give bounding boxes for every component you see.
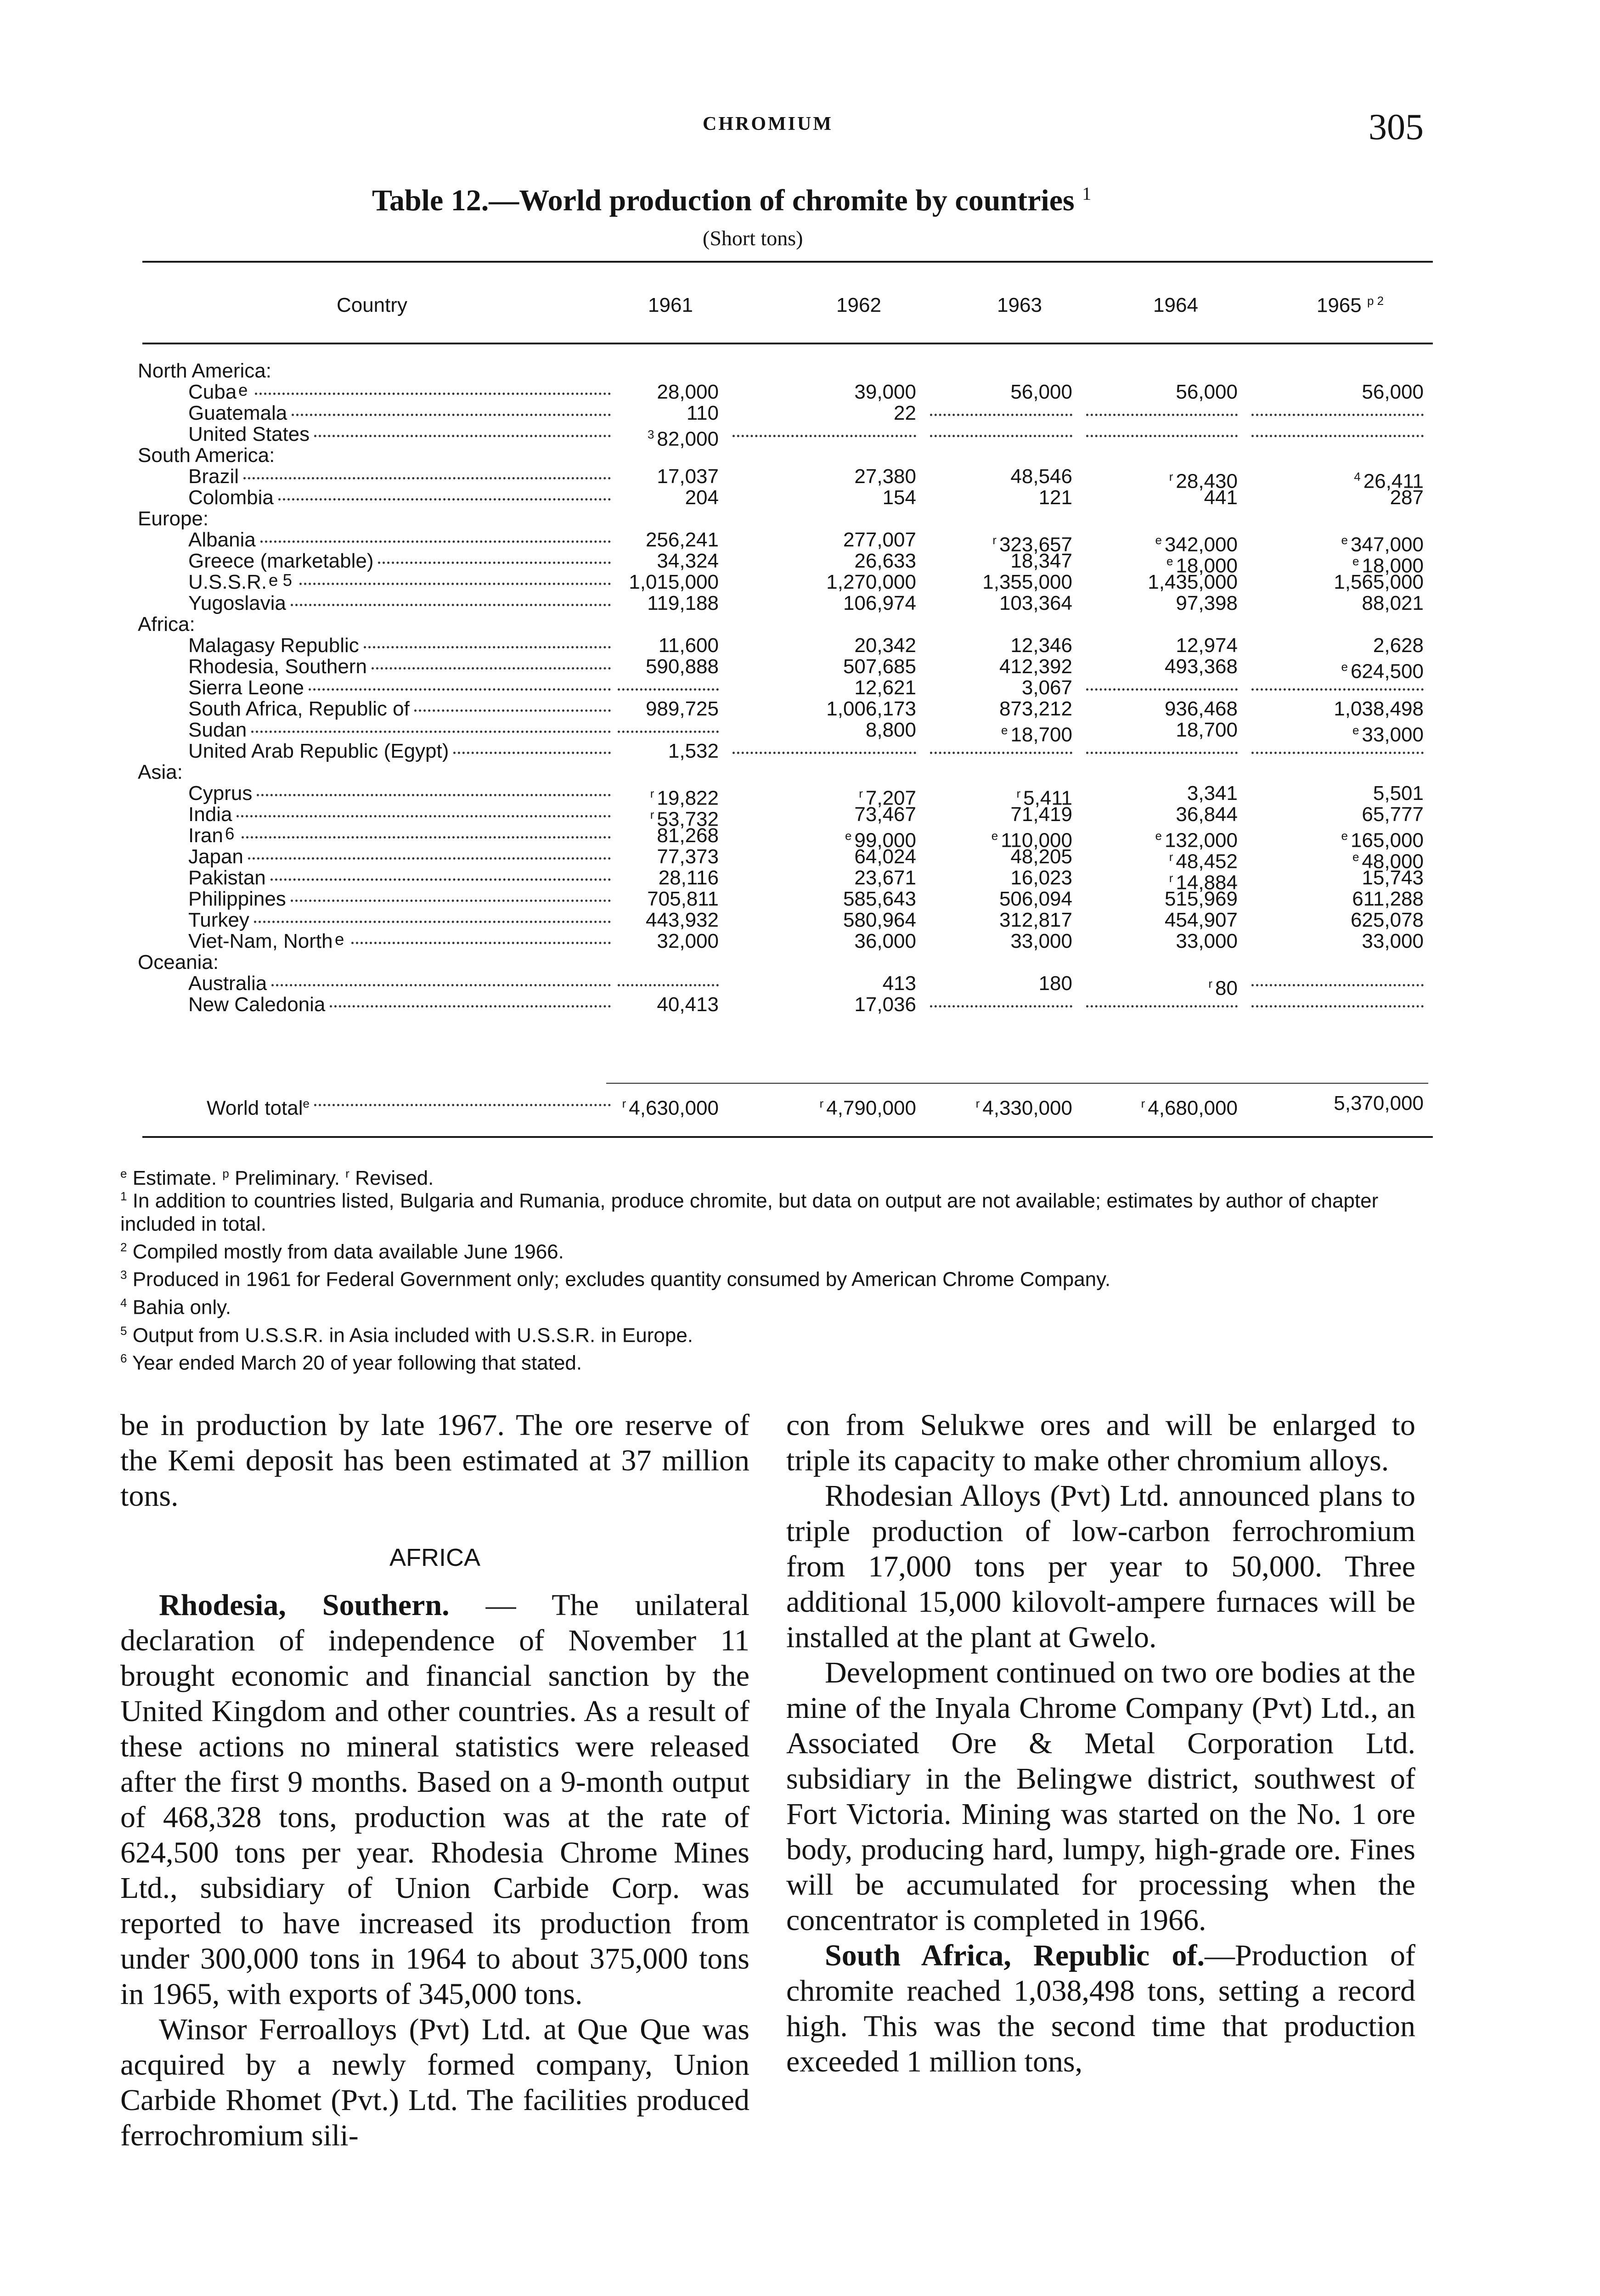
table-cell: 16,023 — [1010, 867, 1072, 889]
table-cell: 33,000 — [1362, 930, 1424, 952]
table-cell: $^r$ 323,657 — [992, 533, 1072, 556]
country-label: New Caledonia — [188, 993, 326, 1016]
table-cell: 56,000 — [1176, 381, 1238, 403]
table-row — [0, 403, 1600, 424]
table-cell: $^e$ 342,000 — [1155, 533, 1238, 556]
leader-dots — [271, 984, 611, 986]
section-heading-africa: AFRICA — [389, 1544, 481, 1571]
total-cell: $^r$ 4,330,000 — [975, 1097, 1072, 1120]
table-cell: $^r$ 19,822 — [650, 787, 719, 810]
empty-cell — [1086, 414, 1238, 416]
table-cell: 412,392 — [999, 655, 1072, 678]
table-row — [0, 698, 1600, 720]
table-cell: 28,000 — [657, 381, 719, 403]
empty-cell — [1251, 752, 1424, 754]
table-cell: 936,468 — [1164, 698, 1238, 720]
table-cell: 121 — [1038, 486, 1072, 509]
table-cell: $^e$ 347,000 — [1341, 533, 1424, 556]
table-cell: 989,725 — [645, 698, 719, 720]
footnote-3: $^3$ Produced in 1961 for Federal Government only; excludes quantity consumed by American Chrome Company. — [120, 1268, 1111, 1291]
table-row — [0, 845, 1600, 873]
table-cell: $^e$ 33,000 — [1352, 723, 1424, 746]
table-cell: 12,974 — [1176, 634, 1238, 657]
empty-cell — [1086, 752, 1238, 754]
leader-dots — [291, 604, 611, 606]
total-cell: $^r$ 4,630,000 — [622, 1097, 719, 1120]
running-head: CHROMIUM — [703, 113, 833, 135]
south-africa-paragraph: South Africa, Republic of.—Production of chromite reached 1,038,498 tons, setting a record high. This was the second time that production exceeded 1 million tons, — [786, 1939, 1415, 2078]
table-row — [0, 487, 1600, 508]
cell-note: r — [622, 1097, 626, 1110]
table-cell: 5,501 — [1373, 782, 1424, 805]
cell-note: e — [1155, 533, 1162, 547]
table-cell: 3,341 — [1187, 782, 1238, 805]
region-label: Africa: — [138, 613, 195, 636]
leader-dots — [330, 1005, 611, 1007]
table-cell: 17,037 — [657, 465, 719, 488]
table-cell: $^e$ 132,000 — [1155, 829, 1238, 852]
country-label: Australia — [188, 972, 267, 995]
table-cell: $^e$ 18,000 — [1166, 554, 1238, 577]
table-cell: 36,844 — [1176, 803, 1238, 826]
table-row — [0, 382, 1600, 403]
country-label: United States — [188, 423, 310, 445]
table-cell: 443,932 — [645, 909, 719, 931]
region-label: Asia: — [138, 761, 183, 783]
total-cell: $^r$ 4,680,000 — [1141, 1097, 1238, 1120]
footnote-4: $^4$ Bahia only. — [120, 1295, 231, 1319]
table-bottom-rule — [142, 1136, 1433, 1138]
leader-dots — [309, 688, 611, 691]
table-cell: 32,000 — [657, 930, 719, 952]
table-cell: 12,346 — [1010, 634, 1072, 657]
cell-note: e — [1155, 829, 1162, 843]
leader-dots — [254, 921, 611, 923]
country-label: Philippines — [188, 888, 286, 910]
table-cell: 493,368 — [1164, 655, 1238, 678]
empty-cell — [618, 984, 719, 986]
table-row — [0, 910, 1600, 931]
table-cell: 22 — [894, 402, 916, 424]
cell-note: r — [1169, 871, 1173, 885]
empty-cell — [1251, 435, 1424, 437]
table-cell: 312,817 — [999, 909, 1072, 931]
table-cell: 36,000 — [854, 930, 916, 952]
table-cell: 515,969 — [1164, 888, 1238, 910]
table-row — [0, 423, 1600, 450]
table-region-row — [0, 360, 1600, 382]
table-subtitle: (Short tons) — [703, 226, 803, 250]
leader-dots — [378, 562, 611, 564]
table-cell: 88,021 — [1362, 592, 1424, 614]
table-row — [0, 803, 1600, 831]
table-row — [0, 824, 1600, 852]
table-cell: $^e$ 624,500 — [1341, 660, 1424, 683]
table-cell: 611,288 — [1352, 888, 1424, 910]
table-cell: 119,188 — [647, 592, 719, 614]
table-row — [0, 719, 1600, 746]
table-cell: 1,532 — [668, 740, 719, 762]
table-cell: $^r$ 7,207 — [859, 787, 916, 810]
cell-note: e — [845, 829, 852, 843]
cell-note: 4 — [1354, 470, 1361, 484]
cell-note: 3 — [647, 428, 654, 441]
leader-dots — [248, 857, 611, 860]
country-label: Greece (marketable) — [188, 550, 374, 572]
country-label: Malagasy Republic — [188, 634, 359, 657]
fn-revised: $^r$ Revised. — [345, 1166, 434, 1189]
table-row — [0, 465, 1600, 493]
country-label: Cyprus — [188, 782, 253, 805]
table-cell: 705,811 — [647, 888, 719, 910]
cell-note: r — [975, 1097, 980, 1110]
empty-cell — [732, 752, 916, 754]
leader-dots — [243, 477, 611, 479]
table-cell: 48,546 — [1010, 465, 1072, 488]
table-cell: 48,205 — [1010, 845, 1072, 868]
left-column — [120, 1407, 749, 2153]
table-region-row — [0, 614, 1600, 635]
country-label: Iran — [188, 824, 223, 847]
total-cell: $^r$ 4,790,000 — [819, 1097, 916, 1120]
table-cell: 441 — [1204, 486, 1238, 509]
cell-note: r — [1208, 977, 1213, 990]
leader-dots — [237, 815, 611, 817]
country-label: United Arab Republic (Egypt) — [188, 740, 449, 762]
cell-note: r — [650, 787, 654, 800]
table-row — [0, 529, 1600, 556]
fn-estimate: $^e$ Estimate. — [120, 1166, 223, 1189]
table-cell: 26,633 — [854, 550, 916, 572]
empty-cell — [930, 435, 1072, 437]
leader-dots — [364, 646, 611, 648]
empty-cell — [1086, 435, 1238, 437]
rhodesia-heading: Rhodesia, Southern. — [159, 1588, 450, 1622]
table-row — [0, 635, 1600, 656]
header-1964: 1964 — [1153, 294, 1198, 316]
table-cell: 33,000 — [1176, 930, 1238, 952]
leader-dots — [292, 414, 611, 416]
table-cell: 27,380 — [854, 465, 916, 488]
leader-dots — [299, 583, 611, 585]
right-col-paragraph-3: Development continued on two ore bodies at the mine of the Inyala Chrome Company (Pvt) Ltd., an Associated Ore & Metal Corporation Ltd. subsidiary in the Belingwe district, southwest of Fort Victoria. Mining was started on the No. 1 ore body, producing hard, lumpy, high-grade ore. Fines will be accumulated for processing when the concentrator is completed in 1966. — [786, 1656, 1415, 1937]
table-row — [0, 931, 1600, 952]
table-row — [0, 867, 1600, 894]
table-cell: 585,643 — [843, 888, 916, 910]
table-cell: $^r$ 5,411 — [1016, 787, 1072, 810]
table-cell: $^4$ 26,411 — [1354, 470, 1424, 493]
table-cell: $^r$ 14,884 — [1169, 871, 1238, 894]
cell-note: e — [1352, 850, 1359, 864]
table-cell: 65,777 — [1362, 803, 1424, 826]
empty-cell — [1086, 1005, 1238, 1007]
leader-dots — [255, 393, 611, 395]
country-label: Albania — [188, 529, 256, 551]
table-region-row — [0, 762, 1600, 783]
table-region-row — [0, 445, 1600, 466]
rhodesia-paragraph: Rhodesia, Southern. — The unilateral declaration of independence of November 11 brought economic and financial sanction by the United Kingdom and other countries. As a result of these actions no mineral statistics were released after the first 9 months. Based on a 9-month output of 468,328 tons, production was at the rate of 624,500 tons per year. Rhodesia Chrome Mines Ltd., subsidiary of Union Carbide Corp. was reported to have increased its production from under 300,000 tons in 1964 to about 375,000 tons in 1965, with exports of 345,000 tons. — [120, 1588, 750, 2011]
country-label: Yugoslavia — [188, 592, 286, 614]
table-region-row — [0, 952, 1600, 973]
empty-cell — [732, 435, 916, 437]
total-cell: 5,370,000 — [1334, 1092, 1424, 1114]
leader-dots — [314, 1104, 611, 1106]
leader-dots — [242, 836, 611, 838]
country-label-note: e — [335, 930, 344, 949]
table-row — [0, 593, 1600, 614]
table-cell: 18,700 — [1176, 719, 1238, 741]
table-cell: 12,621 — [854, 676, 916, 699]
header-1962: 1962 — [836, 294, 881, 316]
empty-cell — [618, 731, 719, 733]
leader-dots — [270, 878, 611, 881]
page-number: 305 — [1369, 107, 1424, 147]
header-country: Country — [336, 294, 408, 316]
table-cell: $^r$ 28,430 — [1169, 470, 1238, 493]
table-cell: 3,067 — [1021, 676, 1072, 699]
cell-note: r — [650, 808, 654, 822]
table-header-rule — [142, 343, 1433, 344]
leader-dots — [314, 435, 611, 437]
table-cell: 204 — [685, 486, 719, 509]
table-cell: 106,974 — [843, 592, 916, 614]
table-cell: 590,888 — [645, 655, 719, 678]
table-cell: 77,373 — [657, 845, 719, 868]
table-total-row — [0, 1092, 1600, 1120]
table-cell: 20,342 — [854, 634, 916, 657]
cell-note: r — [1016, 787, 1021, 800]
table-cell: $^e$ 48,000 — [1352, 850, 1424, 873]
table-cell: $^e$ 165,000 — [1341, 829, 1424, 852]
leader-dots — [257, 794, 611, 796]
table-cell: 33,000 — [1010, 930, 1072, 952]
cell-note: e — [1341, 533, 1348, 547]
country-label-note: e — [238, 381, 248, 400]
header-1961: 1961 — [648, 294, 693, 316]
header-1965: 1965 $^{p 2}$ — [1316, 294, 1384, 317]
table-row — [0, 782, 1600, 810]
region-label: Europe: — [138, 507, 209, 530]
table-title-note: 1 — [1082, 183, 1092, 204]
footnote-2: $^2$ Compiled mostly from data available June 1966. — [120, 1240, 564, 1263]
cell-note: r — [1141, 1097, 1145, 1110]
empty-cell — [1251, 688, 1424, 691]
table-row — [0, 741, 1600, 762]
table-cell: 507,685 — [843, 655, 916, 678]
right-column — [786, 1407, 1415, 2079]
table-cell: 81,268 — [657, 824, 719, 847]
country-label: Brazil — [188, 465, 239, 488]
country-label: Pakistan — [188, 867, 266, 889]
footnote-5: $^5$ Output from U.S.S.R. in Asia included with U.S.S.R. in Europe. — [120, 1323, 693, 1347]
table-row — [0, 677, 1600, 698]
total-label: World total$^e$ — [207, 1097, 310, 1120]
footnote-1: $^1$ In addition to countries listed, Bulgaria and Rumania, produce chromite, but data on output are not available; estimates by author of chapter included in total. — [120, 1189, 1379, 1235]
table-cell: 506,094 — [999, 888, 1072, 910]
table-cell: 97,398 — [1176, 592, 1238, 614]
cell-note: r — [859, 787, 863, 800]
right-col-paragraph-2: Rhodesian Alloys (Pvt) Ltd. announced plans to triple production of low-carbon ferrochromium from 17,000 tons per year to 50,000. Three additional 15,000 kilovolt-ampere furnaces will be installed at the plant at Gwelo. — [786, 1479, 1415, 1654]
country-label: Viet-Nam, North — [188, 930, 333, 952]
right-col-paragraph-1: con from Selukwe ores and will be enlarged to triple its capacity to make other chromium alloys. — [786, 1408, 1415, 1477]
fn-preliminary: $^p$ Preliminary. — [222, 1166, 346, 1189]
table-cell: 873,212 — [999, 698, 1072, 720]
table-cell: 28,116 — [658, 867, 719, 889]
table-cell: 110 — [686, 402, 719, 424]
table-cell: 454,907 — [1164, 909, 1238, 931]
empty-cell — [1086, 688, 1238, 691]
table-cell: 71,419 — [1010, 803, 1072, 826]
cell-note: e — [1341, 660, 1348, 674]
table-cell: 15,743 — [1362, 867, 1424, 889]
table-cell: $^3$ 82,000 — [647, 428, 719, 450]
table-cell: 1,565,000 — [1334, 571, 1424, 593]
empty-cell — [930, 1005, 1072, 1007]
table-cell: 1,355,000 — [982, 571, 1072, 593]
leader-dots — [260, 540, 611, 543]
table-cell: 56,000 — [1010, 381, 1072, 403]
cell-note: e — [1001, 723, 1008, 737]
table-cell: 8,800 — [865, 719, 916, 741]
leader-dots — [251, 731, 611, 733]
table-cell: $^r$ 80 — [1208, 977, 1238, 1000]
cell-note: e — [1352, 723, 1359, 737]
footnote-list — [120, 1185, 1434, 1375]
table-cell: 34,324 — [657, 550, 719, 572]
table-row — [0, 889, 1600, 910]
country-label: Sierra Leone — [188, 676, 304, 699]
table-cell: 277,007 — [843, 529, 916, 551]
table-row — [0, 550, 1600, 577]
table-cell: $^e$ 18,700 — [1001, 723, 1072, 746]
table-cell: $^r$ 48,452 — [1169, 850, 1238, 873]
empty-cell — [1251, 414, 1424, 416]
footnote-6: $^6$ Year ended March 20 of year following that stated. — [120, 1351, 582, 1374]
table-cell: 40,413 — [657, 993, 719, 1016]
cell-note: r — [819, 1097, 824, 1110]
leader-dots — [351, 942, 611, 944]
table-region-row — [0, 508, 1600, 529]
table-cell: $^e$ 99,000 — [845, 829, 916, 852]
country-label: Sudan — [188, 719, 247, 741]
region-label: North America: — [138, 360, 271, 382]
table-cell: 413 — [882, 972, 916, 995]
table-cell: 103,364 — [999, 592, 1072, 614]
table-cell: 1,015,000 — [629, 571, 719, 593]
table-cell: 56,000 — [1362, 381, 1424, 403]
table-cell: 11,600 — [658, 634, 719, 657]
table-cell: 580,964 — [843, 909, 916, 931]
table-cell: 1,435,000 — [1148, 571, 1238, 593]
cell-note: e — [1341, 829, 1348, 843]
table-cell: $^r$ 53,732 — [650, 808, 719, 831]
country-label: Turkey — [188, 909, 249, 931]
country-label: Colombia — [188, 486, 274, 509]
empty-cell — [1251, 1005, 1424, 1007]
table-row — [0, 572, 1600, 593]
table-cell: 625,078 — [1350, 909, 1424, 931]
table-cell: 39,000 — [854, 381, 916, 403]
header-1963: 1963 — [997, 294, 1042, 316]
table-cell: 64,024 — [854, 845, 916, 868]
country-label: Japan — [188, 845, 243, 868]
empty-cell — [930, 752, 1072, 754]
table-row — [0, 994, 1600, 1015]
country-label: Guatemala — [188, 402, 287, 424]
country-label-note: e 5 — [269, 571, 292, 590]
total-rule — [606, 1083, 1428, 1084]
empty-cell — [1251, 984, 1424, 986]
region-label: Oceania: — [138, 951, 219, 974]
table-row — [0, 655, 1600, 683]
country-label: South Africa, Republic of — [188, 698, 410, 720]
left-col-paragraph: be in production by late 1967. The ore reserve of the Kemi deposit has been estimated at 37 million tons. — [120, 1408, 749, 1513]
empty-cell — [618, 688, 719, 691]
country-label-note: 6 — [225, 824, 235, 843]
region-label: South America: — [138, 444, 275, 467]
winsor-paragraph: Winsor Ferroalloys (Pvt) Ltd. at Que Que was acquired by a newly formed company, Union Carbide Rhomet (Pvt.) Ltd. The facilities produced ferrochromium sili- — [120, 2013, 749, 2152]
country-label: India — [188, 803, 232, 826]
leader-dots — [372, 667, 611, 670]
cell-note: e — [1166, 554, 1173, 568]
table-title: Table 12.—World production of chromite by countries $^1$ — [372, 183, 1092, 217]
cell-note: e — [991, 829, 998, 843]
cell-note: r — [1169, 850, 1173, 864]
table-top-rule — [142, 261, 1433, 263]
empty-cell — [930, 414, 1072, 416]
leader-dots — [278, 498, 611, 501]
table-cell: $^e$ 18,000 — [1352, 554, 1424, 577]
country-label: U.S.S.R. — [188, 571, 267, 593]
cell-note: e — [1352, 554, 1359, 568]
table-cell: 73,467 — [854, 803, 916, 826]
table-cell: 18,347 — [1010, 550, 1072, 572]
table-cell: 23,671 — [854, 867, 916, 889]
leader-dots — [291, 900, 611, 902]
table-cell: 1,270,000 — [826, 571, 916, 593]
table-cell: 287 — [1390, 486, 1424, 509]
table-cell: 154 — [882, 486, 916, 509]
south-africa-heading: South Africa, Republic of. — [825, 1939, 1205, 1972]
table-cell: 2,628 — [1373, 634, 1424, 657]
country-label: Rhodesia, Southern — [188, 655, 367, 678]
table-cell: 1,006,173 — [826, 698, 916, 720]
country-label: Cuba — [188, 381, 237, 403]
cell-note: r — [1169, 470, 1173, 484]
cell-note: r — [992, 533, 997, 547]
table-cell: 1,038,498 — [1334, 698, 1424, 720]
table-cell: 256,241 — [645, 529, 719, 551]
table-row — [0, 972, 1600, 1000]
table-cell: $^e$ 110,000 — [991, 829, 1072, 852]
table-cell: 17,036 — [854, 993, 916, 1016]
table-cell: 180 — [1038, 972, 1072, 995]
